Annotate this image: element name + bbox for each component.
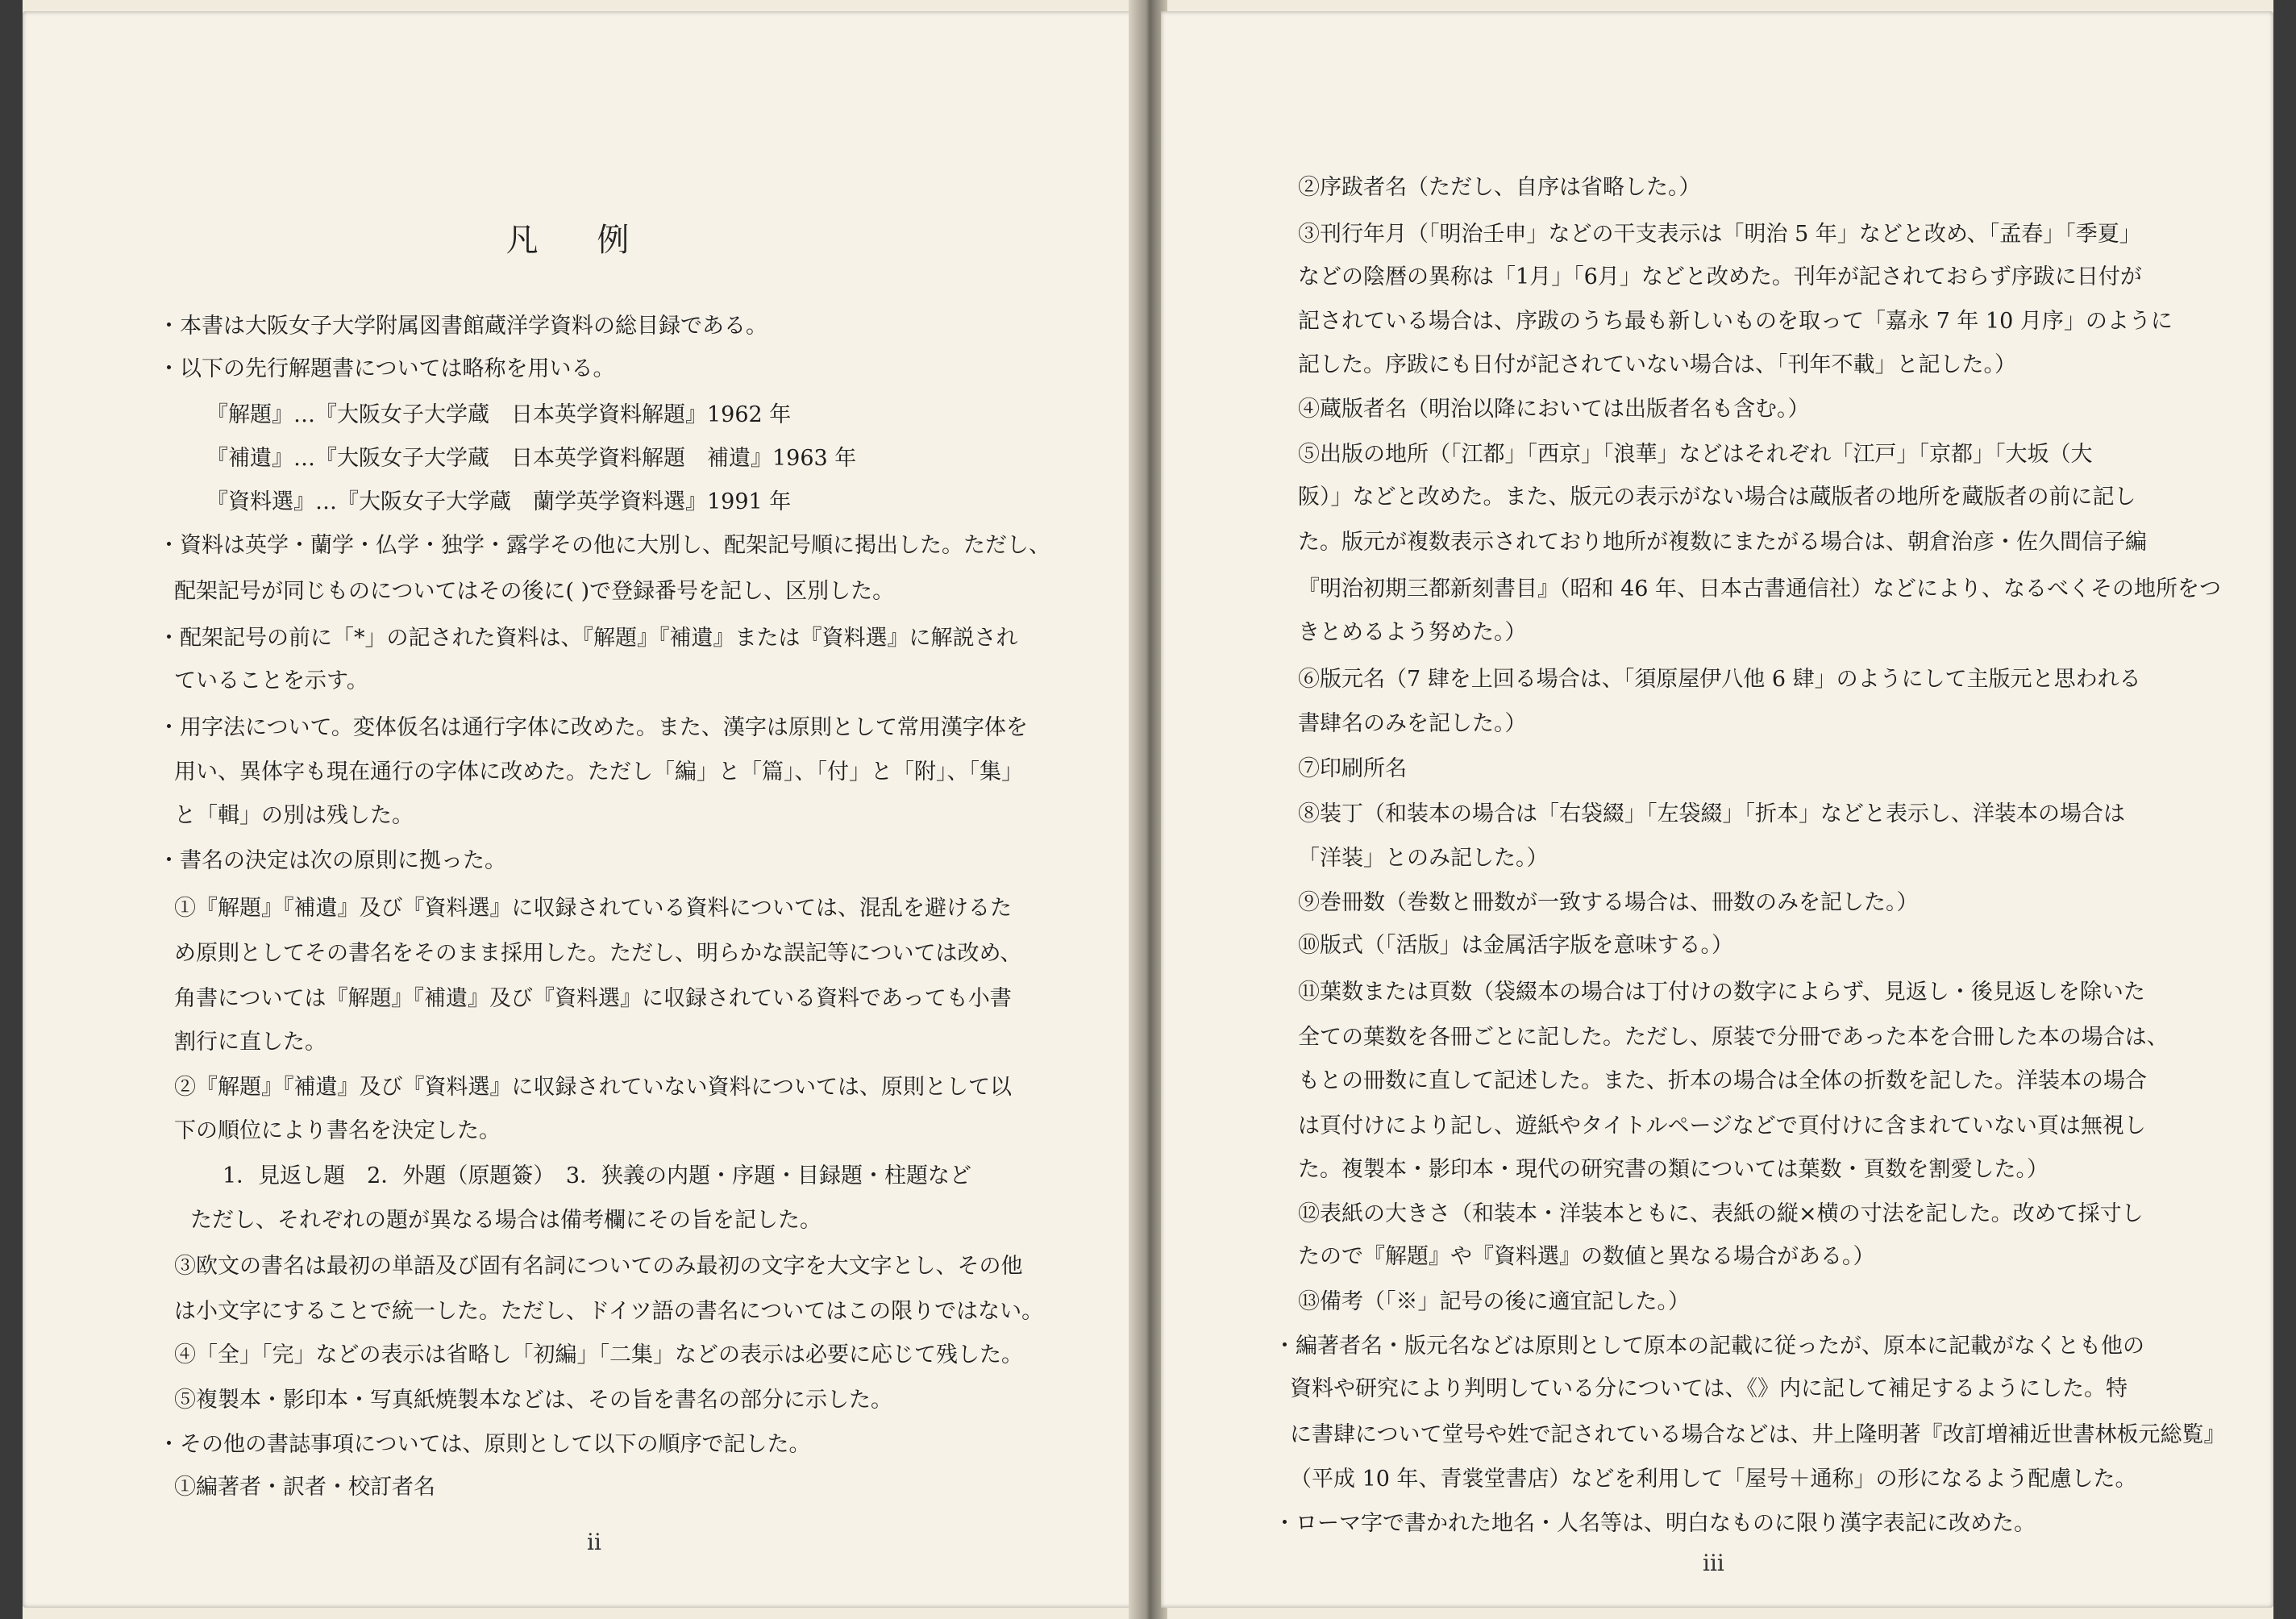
left-line-11: 用い、異体字も現在通行の字体に改めた。ただし「編」と「篇」、「付」と「附」、「集」 (174, 760, 1023, 785)
right-line-16: 「洋装」とのみ記した。） (1298, 846, 1549, 871)
folio-left: ii (587, 1529, 601, 1555)
left-line-8: ・配架記号の前に「*」の記された資料は、『解題』『補遺』または『資料選』に解説され (158, 626, 1018, 651)
right-line-31: ・ローマ字で書かれた地名・人名等は、明白なものに限り漢字表記に改めた。 (1274, 1511, 2036, 1536)
left-line-20: 1．見返し題 2．外題（原題簽） 3．狭義の内題・序題・目録題・柱題など (223, 1163, 972, 1188)
right-line-3: などの陰暦の異称は「1月」「6月」などと改めた。刊年が記されておらず序跋に日付が (1298, 264, 2142, 289)
left-line-10: ・用字法について。変体仮名は通行字体に改めた。また、漢字は原則として常用漢字体を (158, 715, 1028, 740)
right-line-24: ⑫表紙の大きさ（和装本・洋装本ともに、表紙の縦×横の寸法を記した。改めて採寸し (1298, 1201, 2144, 1226)
folio-right: iii (1703, 1550, 1724, 1576)
left-line-3: 『解題』…『大阪女子大学蔵 日本英学資料解題』1962 年 (206, 402, 792, 427)
right-line-8: 阪）」などと改めた。また、版元の表示がない場合は蔵版者の地所を蔵版者の前に記し (1298, 485, 2136, 510)
right-line-17: ⑨巻冊数（巻数と冊数が一致する場合は、冊数のみを記した。） (1298, 890, 1919, 915)
right-line-11: きとめるよう努めた。） (1298, 620, 1527, 645)
left-line-13: ・書名の決定は次の原則に拠った。 (158, 848, 506, 873)
left-line-6: ・資料は英学・蘭学・仏学・独学・露学その他に大別し、配架記号順に掲出した。ただし、 (158, 533, 1050, 558)
left-line-23: は小文字にすることで統一した。ただし、ドイツ語の書名についてはこの限りではない。 (174, 1299, 1044, 1324)
page-title: 凡 例 (505, 222, 654, 259)
left-line-9: ていることを示す。 (174, 668, 368, 693)
right-line-13: 書肆名のみを記した。） (1298, 711, 1527, 736)
left-line-24: ④「全」「完」などの表示は省略し「初編」「二集」などの表示は必要に応じて残した。 (174, 1342, 1023, 1367)
right-line-2: ③刊行年月（「明治壬申」などの干支表示は「明治 5 年」などと改め、「孟春」「季夏」 (1298, 222, 2141, 247)
left-line-22: ③欧文の書名は最初の単語及び固有名詞についてのみ最初の文字を大文字とし、その他 (174, 1254, 1023, 1279)
right-line-25: たので『解題』や『資料選』の数値と異なる場合がある。） (1298, 1244, 1875, 1269)
right-line-22: は頁付けにより記し、遊紙やタイトルページなどで頁付けに含まれていない頁は無視し (1298, 1113, 2146, 1138)
scan-border-left (0, 0, 23, 1619)
left-line-27: ①編著者・訳者・校訂者名 (174, 1475, 435, 1500)
left-line-16: 角書については『解題』『補遺』及び『資料選』に収録されている資料であっても小書 (174, 986, 1012, 1011)
right-line-4: 記されている場合は、序跋のうち最も新しいものを取って「嘉永 7 年 10 月序」のように (1298, 309, 2173, 334)
right-line-27: ・編著者名・版元名などは原則として原本の記載に従ったが、原本に記載がなくとも他の (1274, 1334, 2144, 1359)
right-line-10: 『明治初期三都新刻書目』（昭和 46 年、日本古書通信社）などにより、なるべくその地所をつ (1298, 576, 2222, 601)
left-line-4: 『補遺』…『大阪女子大学蔵 日本英学資料解題 補遺』1963 年 (206, 446, 857, 471)
right-line-6: ④蔵版者名（明治以降においては出版者名も含む。） (1298, 397, 1810, 422)
right-line-23: た。複製本・影印本・現代の研究書の類については葉数・頁数を割愛した。） (1298, 1157, 2049, 1182)
scan-border-right (2273, 0, 2296, 1619)
right-line-14: ⑦印刷所名 (1298, 756, 1407, 781)
left-line-18: ②『解題』『補遺』及び『資料選』に収録されていない資料については、原則として以 (174, 1075, 1012, 1100)
right-line-29: に書肆について堂号や姓で記されている場合などは、井上隆明著『改訂増補近世書林板元総覧』 (1290, 1422, 2226, 1447)
right-line-30: （平成 10 年、青裳堂書店）などを利用して「屋号＋通称」の形になるよう配慮した。 (1290, 1467, 2137, 1492)
right-line-19: ⑪葉数または頁数（袋綴本の場合は丁付けの数字によらず、見返し・後見返しを除いた (1298, 980, 2145, 1005)
right-line-12: ⑥版元名（7 肆を上回る場合は、「須原屋伊八他 6 肆」のようにして主版元と思われる (1298, 667, 2141, 692)
right-line-7: ⑤出版の地所（「江都」「西京」「浪華」などはそれぞれ「江戸」「京都」「大坂（大 (1298, 442, 2093, 467)
left-line-26: ・その他の書誌事項については、原則として以下の順序で記した。 (158, 1432, 811, 1457)
right-line-21: もとの冊数に直して記述した。また、折本の場合は全体の折数を記した。洋装本の場合 (1298, 1068, 2147, 1093)
left-line-14: ①『解題』『補遺』及び『資料選』に収録されている資料については、混乱を避けるた (174, 896, 1012, 921)
right-line-15: ⑧装丁（和装本の場合は「右袋綴」「左袋綴」「折本」などと表示し、洋装本の場合は (1298, 801, 2125, 826)
right-line-18: ⑩版式（「活版」は金属活字版を意味する。） (1298, 933, 1733, 958)
left-line-12: と「輯」の別は残した。 (174, 803, 414, 828)
left-line-19: 下の順位により書名を決定した。 (174, 1118, 501, 1143)
left-page (23, 11, 1137, 1608)
left-line-1: ・本書は大阪女子大学附属図書館蔵洋学資料の総目録である。 (158, 314, 767, 339)
right-line-5: 記した。序跋にも日付が記されていない場合は、「刊年不載」と記した。） (1298, 352, 2016, 377)
left-line-5: 『資料選』…『大阪女子大学蔵 蘭学英学資料選』1991 年 (206, 489, 792, 514)
right-page (1161, 11, 2273, 1608)
right-line-28: 資料や研究により判明している分については、《》内に記して補足するようにした。特 (1290, 1376, 2128, 1401)
right-line-26: ⑬備考（「※」記号の後に適宜記した。） (1298, 1289, 1690, 1314)
right-line-9: た。版元が複数表示されており地所が複数にまたがる場合は、朝倉治彦・佐久間信子編 (1298, 530, 2147, 555)
left-line-2: ・以下の先行解題書については略称を用いる。 (158, 356, 615, 381)
right-line-1: ②序跋者名（ただし、自序は省略した。） (1298, 175, 1701, 200)
right-line-20: 全ての葉数を各冊ごとに記した。ただし、原装で分冊であった本を合冊した本の場合は、 (1298, 1025, 2169, 1050)
left-line-25: ⑤複製本・影印本・写真紙焼製本などは、その旨を書名の部分に示した。 (174, 1388, 892, 1413)
left-line-21: ただし、それぞれの題が異なる場合は備考欄にその旨を記した。 (190, 1208, 821, 1233)
left-line-7: 配架記号が同じものについてはその後に( )で登録番号を記し、区別した。 (174, 579, 895, 604)
left-line-15: め原則としてその書名をそのまま採用した。ただし、明らかな誤記等については改め、 (174, 941, 1022, 966)
left-line-17: 割行に直した。 (174, 1030, 327, 1055)
